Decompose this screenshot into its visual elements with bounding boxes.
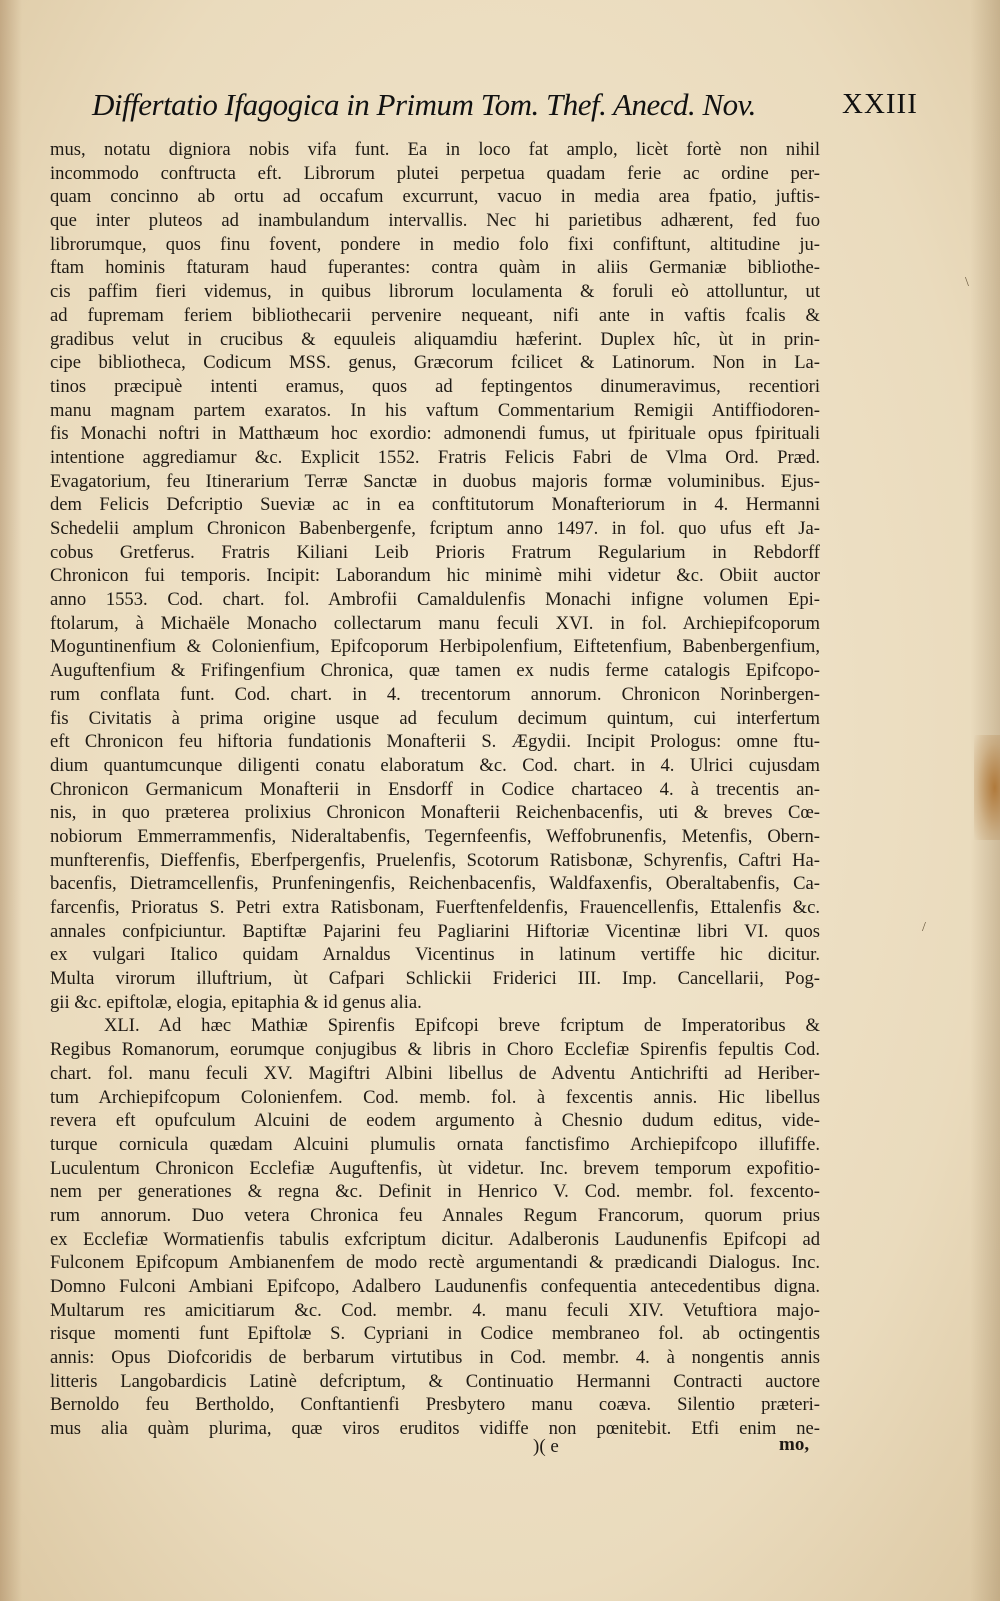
text-line: Moguntinenfium & Colonienfium, Epifcoporum Herbipolenfium, Eiftetenfium, Babenbergenfium,: [50, 636, 820, 658]
paper-stain: [974, 735, 1000, 840]
text-line: dem Felicis Defcriptio Sueviæ ac in ea conftitutorum Monafteriorum in 4. Hermanni: [50, 494, 820, 516]
text-line: intentione aggrediamur &c. Explicit 1552. Fratris Felicis Fabri de Vlma Ord. Præd.: [50, 446, 820, 468]
margin-mark: \: [965, 275, 969, 290]
text-line: munfterenfis, Dieffenfis, Eberfpergenfis, Pruelenfis, Scotorum Ratisbonæ, Schyrenfis, Caftri Ha-: [50, 849, 820, 871]
text-line: Multa virorum illuftrium, ùt Cafpari Schlickii Friderici III. Imp. Cancellarii, Pog-: [50, 968, 820, 990]
text-line: ftam hominis ftaturam haud fuperantes: contra quàm in aliis Germaniæ bibliothe-: [50, 257, 820, 279]
text-line: eft Chronicon feu hiftoria fundationis Monafterii S. Ægydii. Incipit Prologus: omne ftu-: [50, 731, 820, 753]
text-line: gradibus velut in crucibus & equuleis aliquamdiu hæferint. Duplex hîc, ùt in prin-: [50, 328, 820, 350]
text-line: XLI. Ad hæc Mathiæ Spirenfis Epifcopi breve fcriptum de Imperatoribus &: [104, 1015, 820, 1037]
text-line: ex Ecclefiæ Wormatienfis tabulis exfcriptum dicitur. Adalberonis Laudunenfis Epifcopi ad: [50, 1228, 820, 1250]
body-text: [50, 138, 820, 1441]
signature-mark: )( e: [533, 1436, 559, 1457]
text-line: Fulconem Epifcopum Ambianenfem de modo rectè argumentandi & prædicandi Dialogus. Inc.: [50, 1252, 820, 1274]
text-line: fis Monachi noftri in Matthæum hoc exordio: admonendi fumus, ut fpirituale opus fpirituali: [50, 423, 820, 445]
text-line: risque momenti funt Epiftolæ S. Cypriani in Codice membraneo fol. ab octingentis: [50, 1323, 820, 1345]
text-line: Chronicon Germanicum Monafterii in Ensdorff in Codice chartaceo 4. à trecentis an-: [50, 778, 820, 800]
text-line: Regibus Romanorum, eorumque conjugibus & libris in Choro Ecclefiæ Spirenfis fepultis Cod.: [50, 1039, 820, 1061]
text-line: turque cornicula quædam Alcuini plumulis ornata fanctisfimo Archiepifcopo illufiffe.: [50, 1133, 820, 1155]
page-shadow-left: [0, 0, 22, 1601]
text-line: nis, in quo præterea prolixius Chronicon Monafterii Reichenbacenfis, uti & breves Cœ-: [50, 802, 820, 824]
text-line: manu magnam partem exaratos. In his vaftum Commentarium Remigii Antiffiodoren-: [50, 399, 820, 421]
margin-mark: /: [922, 920, 926, 935]
text-line: Chronicon fui temporis. Incipit: Laborandum hic minimè mihi videtur &c. Obiit auctor: [50, 565, 820, 587]
text-line: anno 1553. Cod. chart. fol. Ambrofii Camaldulenfis Monachi infigne volumen Epi-: [50, 589, 820, 611]
text-line: nobiorum Emmerrammenfis, Nideraltabenfis, Tegernfeenfis, Weffobrunenfis, Metenfis, Obern-: [50, 825, 820, 847]
text-line: fis Civitatis à prima origine usque ad feculum decimum quintum, cui interfertum: [50, 707, 820, 729]
text-line: Luculentum Chronicon Ecclefiæ Auguftenfis, ùt videtur. Inc. brevem temporum expofitio-: [50, 1157, 820, 1179]
text-line: cobus Gretferus. Fratris Kiliani Leib Prioris Fratrum Regularium in Rebdorff: [50, 541, 820, 563]
text-line: librorumque, quos finu fovent, pondere in medio folo fixi confiftunt, altitudine ju-: [50, 233, 820, 255]
text-line: ftolarum, à Michaële Monacho collectarum manu feculi XVI. in fol. Archiepifcoporum: [50, 612, 820, 634]
text-line: tum Archiepifcopum Colonienfem. Cod. memb. fol. à fexcentis annis. Hic libellus: [50, 1086, 820, 1108]
text-line: mus alia quàm plurima, quæ viros eruditos vidiffe non pœnitebit. Etfi enim ne-: [50, 1418, 820, 1440]
running-title: Differtatio Ifagogica in Primum Tom. Thef. Anecd. Nov.: [92, 87, 756, 122]
text-line: mus, notatu digniora nobis vifa funt. Ea in loco fat amplo, licèt fortè non nihil: [50, 139, 820, 160]
text-line: revera eft opufculum Alcuini de eodem argumento à Chesnio dudum editus, vide-: [50, 1110, 820, 1132]
text-line: litteris Langobardicis Latinè defcriptum, & Continuatio Hermanni Contracti auctore: [50, 1370, 820, 1392]
text-line: annales confpiciuntur. Baptiftæ Pajarini feu Pagliarini Hiftoriæ Vicentinæ libri VI. quos: [50, 920, 820, 942]
text-line: gii &c. epiftolæ, elogia, epitaphia & id genus alia.: [50, 991, 422, 1013]
text-line: dium quantumcunque diligenti conatu elaboratum &c. Cod. chart. in 4. Ulrici cujusdam: [50, 754, 820, 776]
text-line: rum annorum. Duo vetera Chronica feu Annales Regum Francorum, quorum prius: [50, 1204, 820, 1226]
text-line: ad fupremam feriem bibliothecarii pervenire nequeant, nifi ante in vaftis fcalis &: [50, 304, 820, 326]
text-line: farcenfis, Prioratus S. Petri extra Ratisbonam, Fuerftenfeldenfis, Frauencellenfis, Ettalenfis &c.: [50, 897, 820, 918]
text-line: Auguftenfium & Frifingenfium Chronica, quæ tamen ex nudis ferme catalogis Epifcopo-: [50, 660, 820, 682]
text-line: annis: Opus Diofcoridis de berbarum virtutibus in Cod. membr. 4. à nongentis annis: [50, 1347, 820, 1369]
text-line: Domno Fulconi Ambiani Epifcopo, Adalbero Laudunenfis confequentia antecedentibus digna.: [50, 1276, 820, 1297]
text-line: que inter pluteos ad inambulandum intervallis. Nec hi parietibus adhærent, fed fuo: [50, 210, 820, 232]
text-line: Bernoldo feu Bertholdo, Conftantienfi Presbytero manu coæva. Silentio præteri-: [50, 1394, 820, 1416]
text-line: nem per generationes & regna &c. Definit in Henrico V. Cod. membr. fol. fexcento-: [50, 1181, 820, 1203]
text-line: cipe bibliotheca, Codicum MSS. genus, Græcorum fcilicet & Latinorum. Non in La-: [50, 352, 820, 374]
text-line: incommodo conftructa eft. Librorum plutei perpetua quadam ferie ac ordine per-: [50, 162, 820, 184]
catchword: mo,: [779, 1434, 810, 1455]
text-line: Multarum res amicitiarum &c. Cod. membr. 4. manu feculi XIV. Vetuftiora majo-: [50, 1299, 820, 1321]
text-line: Schedelii amplum Chronicon Babenbergenfe, fcriptum anno 1497. in fol. quo ufus eft Ja-: [50, 518, 820, 539]
text-line: cis paffim fieri videmus, in quibus librorum loculamenta & foruli eò attolluntur, ut: [50, 281, 820, 303]
page-number: XXIII: [842, 88, 918, 120]
text-line: rum conflata funt. Cod. chart. in 4. trecentorum annorum. Chronicon Norinbergen-: [50, 683, 820, 705]
text-line: bacenfis, Dietramcellenfis, Prunfeningenfis, Reichenbacenfis, Waldfaxenfis, Oberaltabenfis, Ca-: [50, 873, 820, 895]
text-line: ex vulgari Italico quidam Arnaldus Vicentinus in latinum vertiffe hic dicitur.: [50, 944, 820, 966]
text-line: chart. fol. manu feculi XV. Magiftri Albini libellus de Adventu Antichrifti ad Heriber-: [50, 1062, 820, 1084]
text-line: tinos præcipuè intenti eramus, quos ad feptingentos dinumeravimus, recentiori: [50, 375, 820, 397]
text-line: Evagatorium, feu Itinerarium Terræ Sanctæ in duobus majoris formæ voluminibus. Ejus-: [50, 470, 820, 492]
text-line: quam concinno ab ortu ad occafum excurrunt, vacuo in media area fpatio, juftis-: [50, 186, 820, 208]
